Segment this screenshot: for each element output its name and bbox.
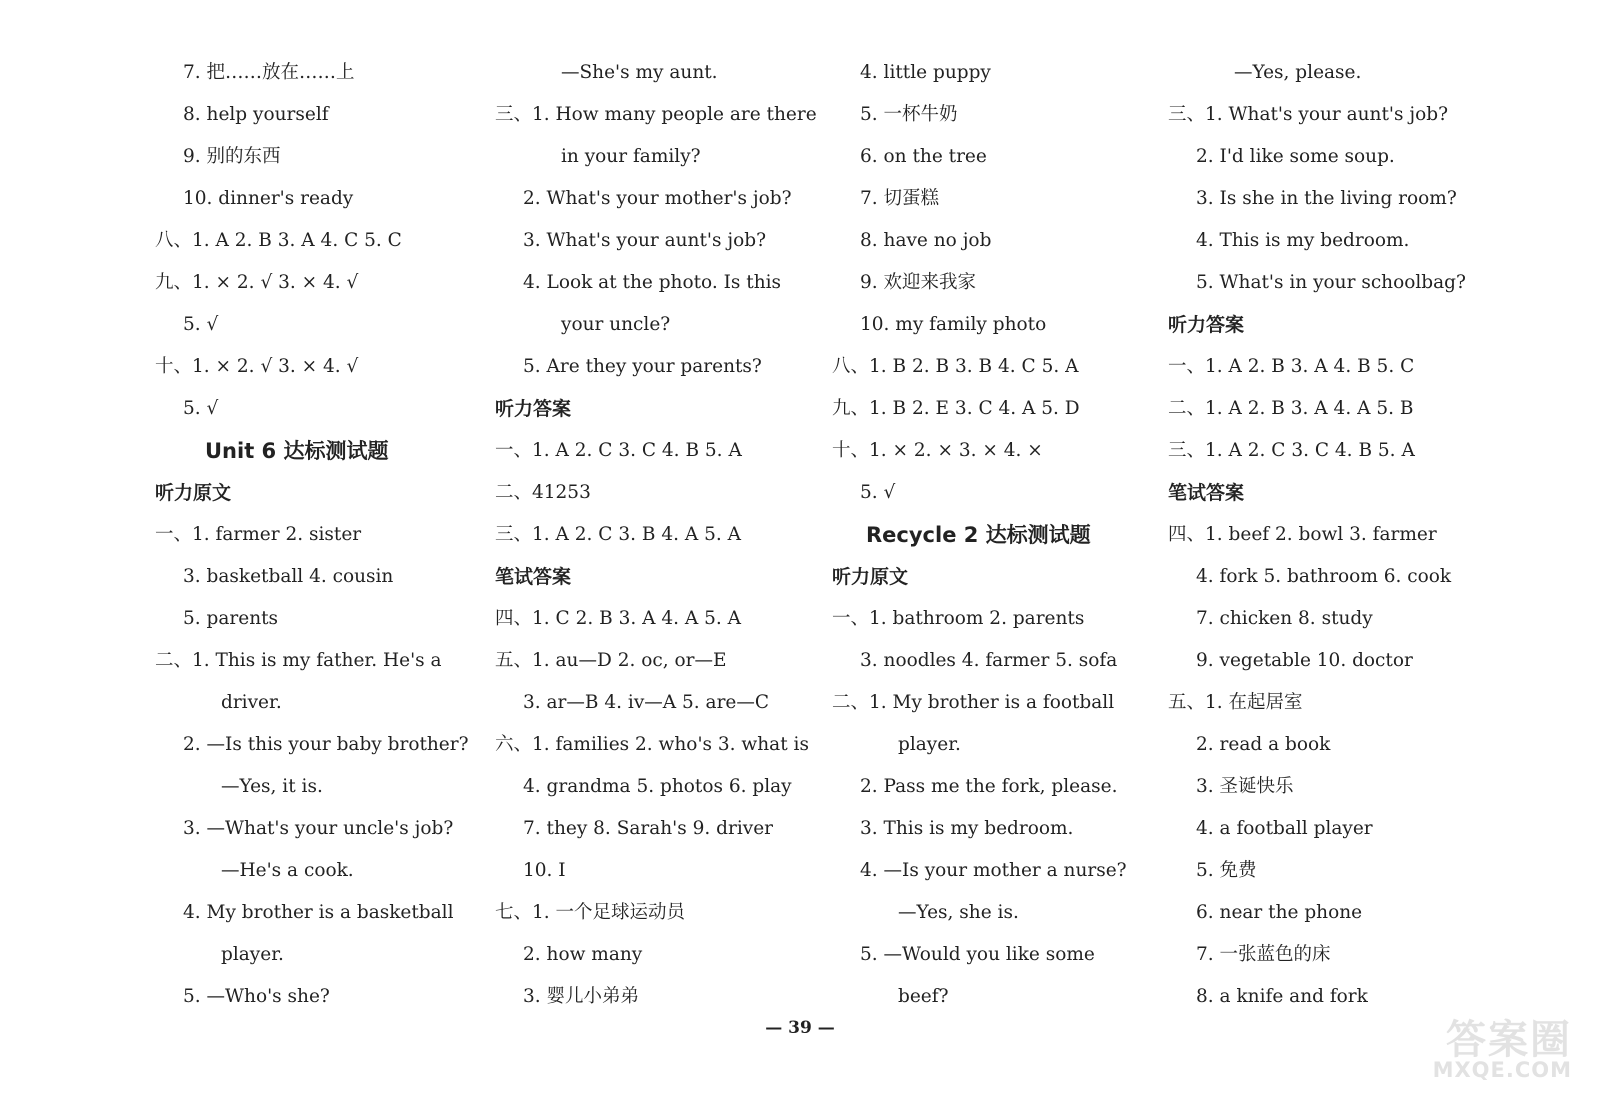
answer-line: 三、1. A 2. C 3. B 4. A 5. A — [495, 524, 742, 545]
answer-line: 五、1. 在起居室 — [1168, 692, 1303, 713]
column-2 — [495, 52, 825, 1018]
answer-line: 3. —What's your uncle's job? — [183, 818, 454, 839]
answer-line: 二、1. My brother is a football — [832, 692, 1115, 713]
answer-line: 3. 婴儿小弟弟 — [523, 986, 640, 1007]
answer-line: 5. Are they your parents? — [523, 356, 762, 377]
answer-line: 十、1. × 2. × 3. × 4. × — [832, 440, 1043, 461]
answer-line: 10. I — [523, 860, 566, 881]
watermark-url: MXQE.COM — [1432, 1058, 1572, 1082]
answer-line: —Yes, please. — [1234, 62, 1362, 83]
answer-line: 7. they 8. Sarah's 9. driver — [523, 818, 774, 839]
answer-line: 4. a football player — [1196, 818, 1373, 839]
section-heading: 笔试答案 — [495, 566, 572, 588]
answer-line: —Yes, it is. — [221, 776, 323, 797]
answer-line: 2. how many — [523, 944, 643, 965]
answer-line: —Yes, she is. — [898, 902, 1019, 923]
answer-line: 一、1. A 2. B 3. A 4. B 5. C — [1168, 356, 1415, 377]
answer-line: beef? — [898, 986, 949, 1007]
answer-line: 9. 欢迎来我家 — [860, 272, 977, 293]
answer-line: 5. √ — [183, 398, 219, 419]
answer-line: 5. √ — [860, 482, 896, 503]
answer-line: driver. — [221, 692, 282, 713]
answer-line: 6. on the tree — [860, 146, 987, 167]
answer-line: 10. my family photo — [860, 314, 1047, 335]
answer-line: 2. —Is this your baby brother? — [183, 734, 469, 755]
answer-line: 一、1. bathroom 2. parents — [832, 608, 1085, 629]
answer-line: 4. —Is your mother a nurse? — [860, 860, 1127, 881]
answer-line: 7. chicken 8. study — [1196, 608, 1373, 629]
answer-line: 8. help yourself — [183, 104, 329, 125]
answer-line: —He's a cook. — [221, 860, 354, 881]
answer-line: 二、1. This is my father. He's a — [155, 650, 442, 671]
answer-line: 3. noodles 4. farmer 5. sofa — [860, 650, 1118, 671]
answer-line: 4. My brother is a basketball — [183, 902, 454, 923]
answer-line: 3. Is she in the living room? — [1196, 188, 1457, 209]
answer-line: 5. What's in your schoolbag? — [1196, 272, 1466, 293]
answer-line: 六、1. families 2. who's 3. what is — [495, 734, 809, 755]
section-heading: 听力答案 — [1168, 314, 1245, 336]
answer-line: 4. fork 5. bathroom 6. cook — [1196, 566, 1452, 587]
answer-line: 2. Pass me the fork, please. — [860, 776, 1118, 797]
answer-line: 6. near the phone — [1196, 902, 1363, 923]
section-title: Recycle 2 达标测试题 — [866, 523, 1091, 547]
answer-line: 三、1. A 2. C 3. C 4. B 5. A — [1168, 440, 1415, 461]
answer-line: your uncle? — [561, 314, 671, 335]
column-4 — [1168, 52, 1488, 1018]
answer-line: 5. —Would you like some — [860, 944, 1095, 965]
answer-line: 8. have no job — [860, 230, 992, 251]
answer-line: 4. Look at the photo. Is this — [523, 272, 782, 293]
answer-line: 5. √ — [183, 314, 219, 335]
answer-line: 3. This is my bedroom. — [860, 818, 1074, 839]
answer-line: 5. parents — [183, 608, 279, 629]
answer-line: 二、1. A 2. B 3. A 4. A 5. B — [1168, 398, 1414, 419]
answer-line: 四、1. beef 2. bowl 3. farmer — [1168, 524, 1437, 545]
watermark-logo — [1392, 1008, 1572, 1088]
answer-line: 7. 切蛋糕 — [860, 188, 940, 209]
answer-line: 8. a knife and fork — [1196, 986, 1368, 1007]
answer-line: 八、1. B 2. B 3. B 4. C 5. A — [832, 356, 1079, 377]
section-heading: 听力答案 — [495, 398, 572, 420]
answer-line: 十、1. × 2. √ 3. × 4. √ — [155, 356, 359, 377]
answer-line: 二、41253 — [495, 482, 591, 503]
page-number: — 39 — — [765, 1018, 835, 1038]
answer-line: 5. —Who's she? — [183, 986, 330, 1007]
watermark-text: 答案圈 — [1446, 1017, 1572, 1063]
answer-line: player. — [221, 944, 284, 965]
answer-line: 3. ar—B 4. iv—A 5. are—C — [523, 692, 770, 713]
answer-line: in your family? — [561, 146, 701, 167]
answer-line: 5. 免费 — [1196, 860, 1257, 881]
answer-line: 七、1. 一个足球运动员 — [495, 902, 686, 923]
answer-line: 2. read a book — [1196, 734, 1331, 755]
answer-line: 5. 一杯牛奶 — [860, 104, 958, 125]
answer-line: 八、1. A 2. B 3. A 4. C 5. C — [155, 230, 402, 251]
answer-line: 九、1. × 2. √ 3. × 4. √ — [155, 272, 359, 293]
answer-line: 一、1. A 2. C 3. C 4. B 5. A — [495, 440, 742, 461]
answer-line: 4. grandma 5. photos 6. play — [523, 776, 792, 797]
section-heading: 听力原文 — [832, 566, 909, 588]
answer-line: 3. basketball 4. cousin — [183, 566, 394, 587]
answer-line: 九、1. B 2. E 3. C 4. A 5. D — [832, 398, 1080, 419]
answer-line: player. — [898, 734, 961, 755]
answer-line: 9. vegetable 10. doctor — [1196, 650, 1413, 671]
answer-line: 10. dinner's ready — [183, 188, 354, 209]
section-title: Unit 6 达标测试题 — [205, 439, 389, 463]
answer-line: 4. little puppy — [860, 62, 991, 83]
answer-line: 2. What's your mother's job? — [523, 188, 792, 209]
answer-line: 四、1. C 2. B 3. A 4. A 5. A — [495, 608, 742, 629]
answer-line: 五、1. au—D 2. oc, or—E — [495, 650, 727, 671]
answer-line: 3. 圣诞快乐 — [1196, 776, 1294, 797]
section-heading: 笔试答案 — [1168, 482, 1245, 504]
answer-line: 2. I'd like some soup. — [1196, 146, 1395, 167]
section-heading: 听力原文 — [155, 482, 232, 504]
column-1 — [155, 52, 485, 1018]
answer-line: 4. This is my bedroom. — [1196, 230, 1410, 251]
answer-line: 一、1. farmer 2. sister — [155, 524, 362, 545]
answer-line: 三、1. How many people are there — [495, 104, 817, 125]
answer-line: 3. What's your aunt's job? — [523, 230, 767, 251]
answer-line: 7. 一张蓝色的床 — [1196, 944, 1331, 965]
answer-line: 7. 把……放在……上 — [183, 62, 355, 83]
answer-line: —She's my aunt. — [561, 62, 718, 83]
column-3 — [832, 52, 1162, 1018]
answer-line: 9. 别的东西 — [183, 146, 281, 167]
answer-line: 三、1. What's your aunt's job? — [1168, 104, 1449, 125]
